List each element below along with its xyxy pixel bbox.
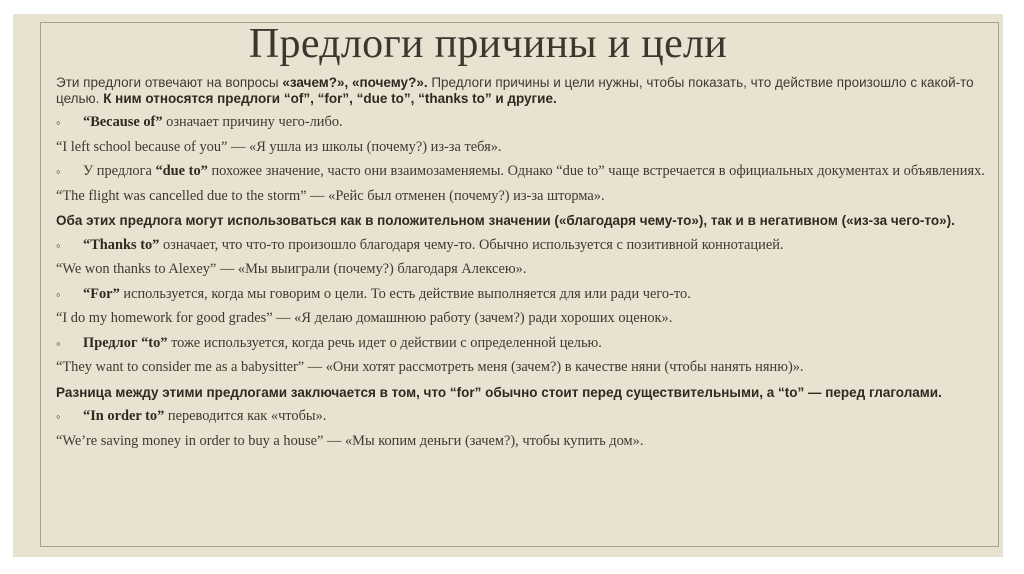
for-text: используется, когда мы говорим о цели. То есть действие выполняется для или ради чего-то.: [119, 285, 691, 302]
term-because-of: “Because of”: [83, 114, 163, 130]
bullet-mark: ◦: [56, 164, 61, 179]
bullet-because-of: [56, 115, 986, 131]
example-due-to: “The flight was cancelled due to the storm” — «Рейс был отменен (почему?) из-за шторма».: [56, 187, 605, 204]
term-to: Предлог “to”: [83, 334, 168, 351]
example-because-of: “I left school because of you” — «Я ушла из школы (почему?) из-за тебя».: [56, 138, 502, 155]
example-thanks-to: “We won thanks to Alexey” — «Мы выиграли (почему?) благодаря Алексею».: [56, 261, 527, 277]
because-of-text: означает причину чего-либо.: [162, 114, 343, 130]
intro-text-a: Эти предлоги отвечают на вопросы: [56, 75, 283, 90]
intro-text-b: Предлоги причины и цели нужны, чтобы показать, что действие произошло с какой-то целью.: [56, 75, 974, 106]
bullet-in-order-to: [56, 409, 986, 425]
intro-bold-b: К ним относятся предлоги “of”, “for”, “due to”, “thanks to” и другие.: [103, 90, 557, 106]
term-in-order-to: “In order to”: [83, 408, 165, 424]
thanks-to-text: означает, что что-то произошло благодаря чему-то. Обычно используется с позитивной коннотацией.: [159, 236, 784, 253]
due-to-pre: У предлога: [83, 163, 156, 179]
bullet-for: [56, 287, 986, 303]
difference-note: [56, 385, 986, 401]
example-for: “I do my homework for good grades” — «Я делаю домашнюю работу (зачем?) ради хороших оценок».: [56, 310, 673, 326]
bullet-mark: ◦: [56, 115, 61, 130]
slide-content: [56, 75, 986, 458]
term-thanks-to: “Thanks to”: [83, 236, 160, 253]
bullet-mark: ◦: [56, 286, 61, 302]
intro-bold-a: «зачем?», «почему?».: [282, 75, 428, 90]
intro-paragraph: [56, 75, 986, 106]
to-text: тоже используется, когда речь идет о действии с определенной целью.: [167, 334, 602, 351]
term-due-to: “due to”: [155, 163, 208, 179]
bullet-mark: ◦: [56, 335, 61, 351]
both-note-text: Оба этих предлога могут использоваться как в положительном значении («благодаря чему-то»), так и в негативном («из-за чего-то»).: [56, 213, 955, 228]
both-note: [56, 213, 986, 229]
bullet-to: [56, 336, 986, 352]
term-for: “For”: [83, 285, 120, 302]
in-order-to-text: переводится как «чтобы».: [164, 408, 327, 424]
difference-note-text: Разница между этими предлогами заключается в том, что “for” обычно стоит перед существительными, а “to” — перед глаголами.: [56, 384, 942, 400]
example-in-order-to: “We’re saving money in order to buy a house” — «Мы копим деньги (зачем?), чтобы купить дом».: [56, 432, 644, 449]
due-to-text: похожее значение, часто они взаимозаменяемы. Однако “due to” чаще встречается в официальных документах и объявлениях.: [207, 163, 985, 179]
slide: [13, 14, 1003, 557]
bullet-mark: ◦: [56, 237, 61, 253]
bullet-due-to: [56, 164, 986, 180]
example-to: “They want to consider me as a babysitter” — «Они хотят рассмотреть меня (зачем?) в качестве няни (чтобы нанять няню)».: [56, 359, 804, 375]
slide-title: [13, 20, 1003, 68]
bullet-mark: ◦: [56, 409, 61, 424]
slide-title-text: Предлоги причины и цели: [248, 21, 728, 67]
bullet-thanks-to: [56, 238, 986, 254]
